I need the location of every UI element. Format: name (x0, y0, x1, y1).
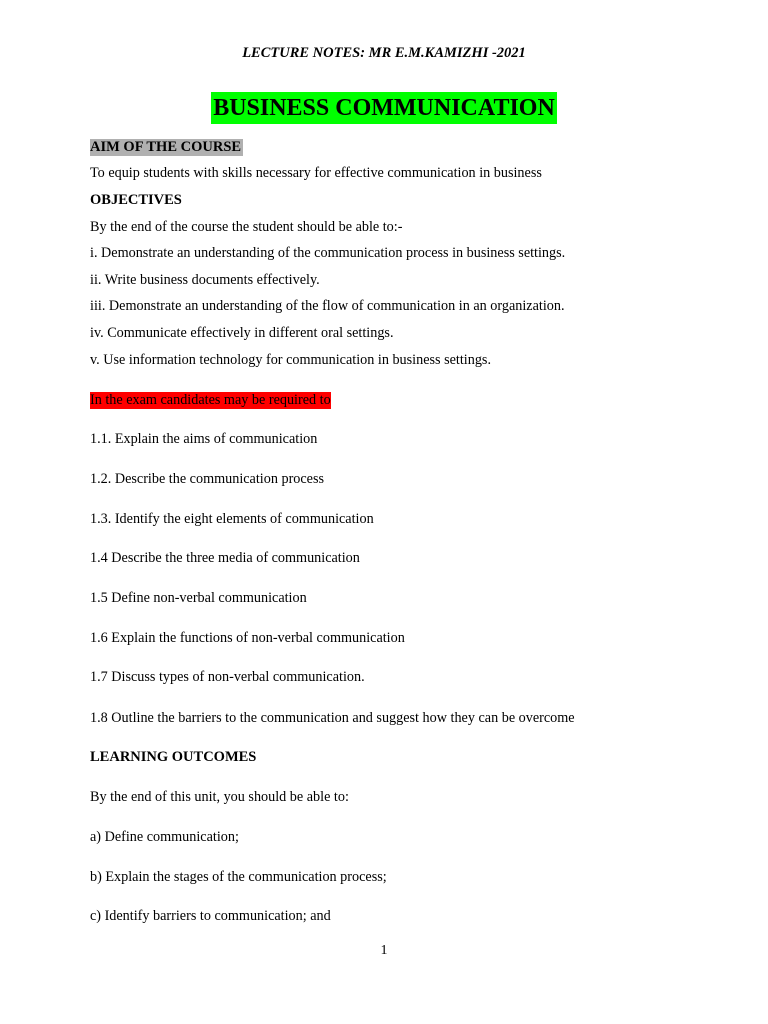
exam-item: 1.3. Identify the eight elements of communication (90, 511, 374, 527)
learning-outcome-item: b) Explain the stages of the communication process; (90, 869, 387, 885)
learning-outcome-item: a) Define communication; (90, 829, 239, 845)
objectives-intro: By the end of the course the student should be able to:- (90, 219, 403, 235)
exam-item: 1.4 Describe the three media of communication (90, 550, 360, 566)
aim-text: To equip students with skills necessary for effective communication in business (90, 165, 542, 181)
exam-item: 1.1. Explain the aims of communication (90, 431, 318, 447)
objectives-heading: OBJECTIVES (90, 192, 182, 208)
document-title: BUSINESS COMMUNICATION (211, 92, 557, 124)
learning-outcomes-heading: LEARNING OUTCOMES (90, 749, 257, 765)
objective-item: iv. Communicate effectively in different oral settings. (90, 325, 394, 341)
exam-item: 1.7 Discuss types of non-verbal communication. (90, 669, 365, 685)
objective-item: ii. Write business documents effectively. (90, 272, 320, 288)
learning-outcome-item: c) Identify barriers to communication; and (90, 908, 331, 924)
learning-outcomes-intro: By the end of this unit, you should be able to: (90, 789, 349, 805)
exam-item: 1.2. Describe the communication process (90, 471, 325, 487)
exam-notice: In the exam candidates may be required to (90, 392, 331, 408)
objective-item: v. Use information technology for communication in business settings. (90, 352, 491, 368)
exam-item: 1.8 Outline the barriers to the communication and suggest how they can be overcome (90, 710, 575, 726)
exam-item: 1.5 Define non-verbal communication (90, 590, 307, 606)
title-container (0, 92, 768, 124)
objective-item: i. Demonstrate an understanding of the communication process in business settings. (90, 245, 566, 261)
exam-item: 1.6 Explain the functions of non-verbal communication (90, 630, 405, 646)
aim-heading: AIM OF THE COURSE (90, 139, 242, 155)
page-number: 1 (380, 943, 388, 958)
objective-item: iii. Demonstrate an understanding of the flow of communication in an organization. (90, 298, 565, 314)
lecture-notes-header: LECTURE NOTES: MR E.M.KAMIZHI -2021 (242, 45, 526, 61)
